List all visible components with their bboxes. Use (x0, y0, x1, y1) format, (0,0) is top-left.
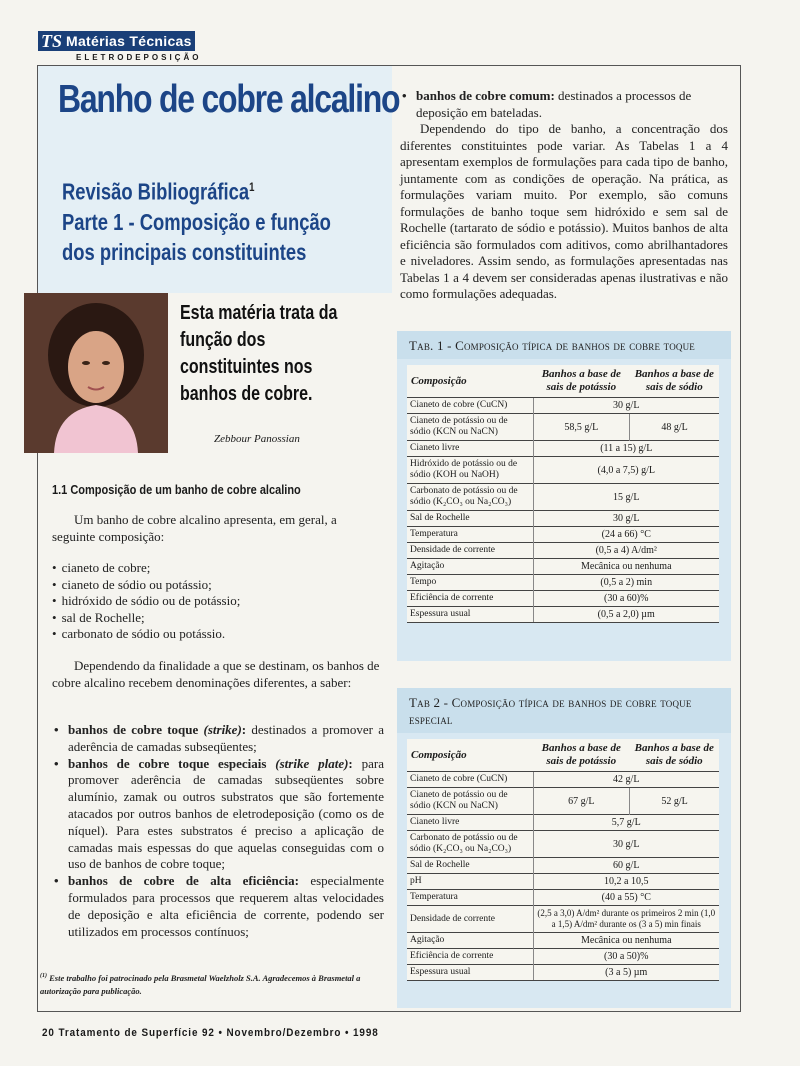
subtitle-review: Revisão Bibliográfica (62, 178, 250, 205)
paragraph-formulations: Dependendo do tipo de banho, a concentração dos diferentes constituintes pode variar. As Tabelas 1 a 4 apresentam exemplos de formulações para cada tipo de banho, juntamente com as condições de operação. Na prática, as formulações variam muito. Por exemplo, são comuns formulações de banho toque sem hidróxido e sem sal de Rochelle (tartarato de sódio e potássio). Muitos banhos de alta eficiência são formulados com aditivos, como abrilhantadores e niveladores. Assim sendo, as formulações apresentadas nas Tabelas 1 a 4 devem ser consideradas apenas ilustrativas e não como formulações adequadas. (400, 121, 728, 301)
table-caption: Tab. 1 - Composição típica de banhos de cobre toque (397, 331, 731, 359)
table-1-grid (407, 365, 719, 623)
table-row: Hidróxido de potássio ou de sódio (KOH ou NaOH) (4,0 a 7,5) g/L (407, 457, 719, 484)
section-subtitle: ELETRODEPOSIÇÃO (76, 53, 202, 62)
table-row: Cianeto de cobre (CuCN) 30 g/L (407, 398, 719, 414)
column-header: Composição (411, 748, 467, 761)
list-item: • cianeto de cobre; (52, 560, 380, 577)
table-row: Carbonato de potássio ou de sódio (K₂CO₃ ou Na₂CO₃) 30 g/L (407, 831, 719, 858)
column-header: Banhos a base de sais de potássio (541, 368, 621, 393)
subtitle-part: Parte 1 - Composição e função dos principais constituintes (62, 208, 331, 265)
table-caption: Tab 2 - Composição típica de banhos de cobre toque especial (397, 688, 731, 733)
list-item: • banhos de cobre toque especiais (strike plate): para promover aderência de camadas subseqüentes sobre alumínio, zamak ou outros substratos que são fortemente atacados por outros banhos de eletrodeposição (como os de níquel). Para estes substratos é preciso a aplicação de camadas mais espessas do que aquelas conseguidas com o uso de banhos de cobre toque; (52, 756, 384, 874)
magazine-logo: TS (41, 31, 63, 51)
article-title: Banho de cobre alcalino (58, 78, 400, 121)
table-row: pH 10,2 a 10,5 (407, 874, 719, 890)
table-2-grid (407, 739, 719, 981)
paragraph-types: Dependendo da finalidade a que se destinam, os banhos de cobre alcalino recebem denominações diferentes, a saber: (52, 658, 380, 690)
table-row: Temperatura (40 a 55) °C (407, 890, 719, 906)
table-row: Cianeto de potássio ou de sódio (KCN ou NaCN) 58,5 g/L 48 g/L (407, 414, 719, 441)
footnote-mark: 1 (249, 180, 255, 194)
list-item: • sal de Rochelle; (52, 610, 380, 627)
bath-types-list (52, 722, 384, 940)
column-header: Composição (411, 374, 467, 387)
list-item: • hidróxido de sódio ou de potássio; (52, 593, 380, 610)
table-row: Densidade de corrente (2,5 a 3,0) A/dm² durante os primeiros 2 min (1,0 a 1,5) A/dm² durante os (3 a 5) min finais (407, 906, 719, 933)
list-item: • banhos de cobre toque (strike): destinados a promover a aderência de camadas subseqüentes; (52, 722, 384, 756)
author-name: Zebbour Panossian (214, 433, 300, 445)
table-row: Tempo (0,5 a 2) min (407, 575, 719, 591)
column-header: Banhos a base de sais de sódio (634, 368, 714, 393)
list-item: • cianeto de sódio ou potássio; (52, 577, 380, 594)
table-row: Cianeto de potássio ou de sódio (KCN ou NaCN) 67 g/L 52 g/L (407, 788, 719, 815)
section-title: Matérias Técnicas (66, 33, 192, 49)
table-row: Temperatura (24 a 66) °C (407, 527, 719, 543)
column-header: Banhos a base de sais de potássio (541, 742, 621, 767)
components-list (52, 560, 380, 643)
list-item: • banhos de cobre de alta eficiência: especialmente formulados para processos que requerem altas velocidades de deposição e alta eficiência de corrente, podendo ser utilizados em processos contínuos; (52, 873, 384, 940)
table-row: Agitação Mecânica ou nenhuma (407, 559, 719, 575)
table-row: Eficiência de corrente (30 a 60)% (407, 591, 719, 607)
table-row: Espessura usual (3 a 5) µm (407, 965, 719, 981)
table-row: Espessura usual (0,5 a 2,0) µm (407, 607, 719, 623)
section-heading: 1.1 Composição de um banho de cobre alcalino (52, 483, 301, 497)
table-row: Carbonato de potássio ou de sódio (K₂CO₃ ou Na₂CO₃) 15 g/L (407, 484, 719, 511)
list-item: • banhos de cobre comum: destinados a processos de deposição em bateladas. (400, 88, 728, 121)
table-row: Cianeto livre (11 a 15) g/L (407, 441, 719, 457)
table-row: Cianeto de cobre (CuCN) 42 g/L (407, 772, 719, 788)
list-item: • carbonato de sódio ou potássio. (52, 626, 380, 643)
section-header (38, 31, 202, 65)
table-row: Agitação Mecânica ou nenhuma (407, 933, 719, 949)
page-footer: 20 Tratamento de Superfície 92 • Novembro/Dezembro • 1998 (42, 1027, 379, 1039)
table-row: Sal de Rochelle 60 g/L (407, 858, 719, 874)
table-1 (397, 331, 731, 661)
table-row: Cianeto livre 5,7 g/L (407, 815, 719, 831)
intro-text: Esta matéria trata da função dos constituintes nos banhos de cobre. (180, 302, 338, 405)
author-photo (24, 293, 168, 453)
footnote: $^{(1)}$ Este trabalho foi patrocinado pela Brasmetal Waelzholz S.A. Agradecemos à Brasmetal a autorização para publicação. (40, 972, 361, 996)
table-row: Densidade de corrente (0,5 a 4) A/dm² (407, 543, 719, 559)
table-2 (397, 688, 731, 1008)
table-row: Sal de Rochelle 30 g/L (407, 511, 719, 527)
article-subtitle (62, 172, 350, 267)
column-header: Banhos a base de sais de sódio (634, 742, 714, 767)
bath-types-list-continued (400, 88, 728, 121)
table-row: Eficiência de corrente (30 a 50)% (407, 949, 719, 965)
paragraph-composition: Um banho de cobre alcalino apresenta, em geral, a seguinte composição: (52, 512, 337, 544)
